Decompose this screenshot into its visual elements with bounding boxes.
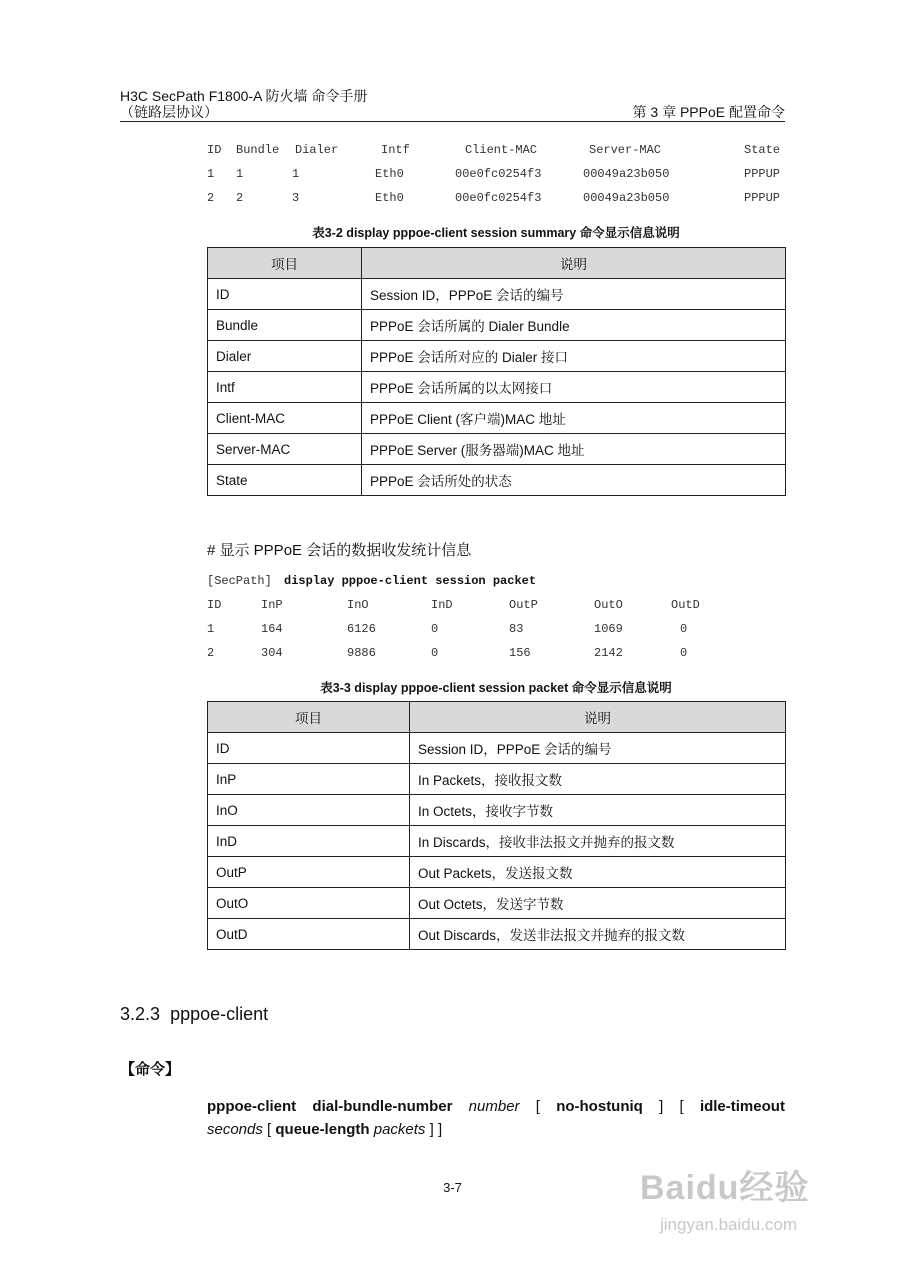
doc-title: H3C SecPath F1800-A 防火墙 命令手册	[120, 88, 368, 104]
table-row: ID Session ID，PPPoE 会话的编号	[208, 733, 786, 764]
section-heading	[120, 1004, 268, 1025]
col-dialer: Dialer	[295, 143, 339, 157]
cli-prompt: [SecPath]	[207, 574, 272, 588]
table-row: OutD Out Discards，发送非法报文并抛弃的报文数	[208, 919, 786, 950]
header-rule	[120, 121, 785, 122]
packet-heading: # 显示 PPPoE 会话的数据收发统计信息	[207, 542, 472, 559]
col-bundle: Bundle	[236, 143, 280, 157]
table-row: Bundle PPPoE 会话所属的 Dialer Bundle	[208, 310, 786, 341]
summary-row: 1 1 1 Eth0 00e0fc0254f3 00049a23b050 PPPUP	[207, 167, 781, 181]
table-row: InP In Packets，接收报文数	[208, 764, 786, 795]
doc-subtitle: （链路层协议）	[120, 104, 218, 120]
col-intf: Intf	[381, 143, 410, 157]
chapter-title: 第 3 章 PPPoE 配置命令	[632, 104, 785, 120]
table-row: State PPPoE 会话所处的状态	[208, 465, 786, 496]
table-3-2	[207, 247, 786, 496]
table-3-3-caption: 表3-3 display pppoe-client session packet 命令显示信息说明	[320, 681, 672, 695]
syntax-line-1: pppoe-client dial-bundle-number number [ no-hostuniq ] [ idle-timeout	[207, 1098, 785, 1115]
table-row: ID Session ID，PPPoE 会话的编号	[208, 279, 786, 310]
table-header-row: 项目 说明	[208, 702, 786, 733]
table-header-row: 项目 说明	[208, 248, 786, 279]
table-row: Intf PPPoE 会话所属的以太网接口	[208, 372, 786, 403]
table-row: Server-MAC PPPoE Server (服务器端)MAC 地址	[208, 434, 786, 465]
section-title: pppoe-client	[170, 1004, 269, 1024]
page-number: 3-7	[443, 1180, 462, 1195]
table-row: InO In Octets，接收字节数	[208, 795, 786, 826]
summary-header-row	[207, 143, 781, 159]
baidu-watermark-url: jingyan.baidu.com	[660, 1215, 798, 1234]
command-label: 【命令】	[120, 1061, 181, 1078]
col-state: State	[744, 143, 781, 157]
command-line	[207, 574, 537, 590]
cli-command: display pppoe-client session packet	[284, 574, 537, 588]
col-id: ID	[207, 143, 222, 157]
table-row: Dialer PPPoE 会话所对应的 Dialer 接口	[208, 341, 786, 372]
packet-row: 2 304 9886 0 156 2142 0	[207, 646, 688, 660]
table-row: OutP Out Packets，发送报文数	[208, 857, 786, 888]
command-syntax	[207, 1095, 785, 1141]
packet-header-row: ID InP InO InD OutP OutO OutD	[207, 598, 700, 612]
table-row: OutO Out Octets，发送字节数	[208, 888, 786, 919]
table-row: InD In Discards，接收非法报文并抛弃的报文数	[208, 826, 786, 857]
section-number: 3.2.3	[120, 1004, 161, 1024]
table-row: Client-MAC PPPoE Client (客户端)MAC 地址	[208, 403, 786, 434]
col-server-mac: Server-MAC	[589, 143, 662, 157]
table-3-3	[207, 701, 786, 950]
col-client-mac: Client-MAC	[465, 143, 538, 157]
syntax-line-2: seconds [ queue-length packets ] ]	[207, 1121, 443, 1138]
summary-row: 2 2 3 Eth0 00e0fc0254f3 00049a23b050 PPPUP	[207, 191, 781, 205]
baidu-watermark-logo: Baidu经验	[640, 1169, 810, 1207]
packet-row: 1 164 6126 0 83 1069 0	[207, 622, 688, 636]
table-3-2-caption: 表3-2 display pppoe-client session summary 命令显示信息说明	[312, 226, 680, 240]
